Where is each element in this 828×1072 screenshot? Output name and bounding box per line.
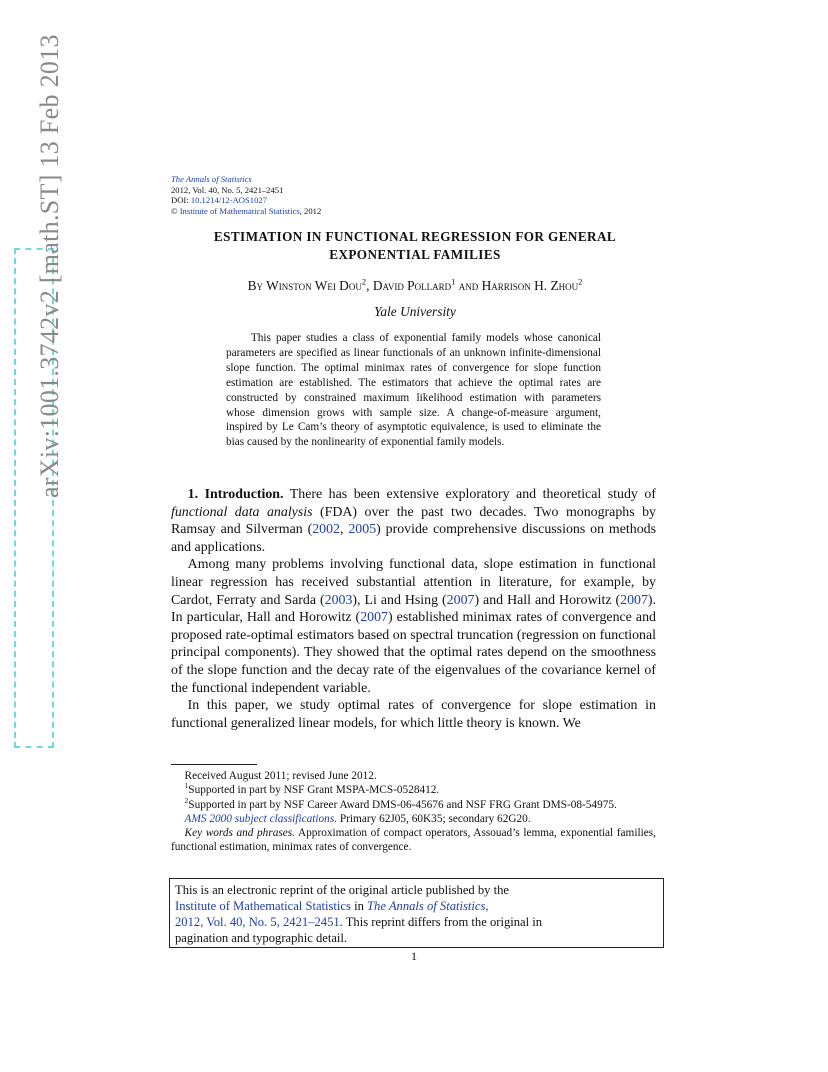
reprint-rest: . This reprint differs from the original in xyxy=(339,915,543,929)
footnote-rule xyxy=(171,764,257,765)
author-pollard-note: 1 xyxy=(451,276,456,287)
ams-classification-text: Primary 62J05, 60K35; secondary 62G20. xyxy=(337,812,531,825)
author-dou: Winston Wei Dou xyxy=(266,278,362,293)
doi-link[interactable]: 10.1214/12-AOS1027 xyxy=(190,195,267,206)
citation-link[interactable]: 2007 xyxy=(360,610,388,626)
reprint-line-3 xyxy=(175,914,658,930)
author-list xyxy=(150,278,680,294)
arxiv-stamp: arXiv:1001.3742v2 [math.ST] 13 Feb 2013 xyxy=(35,34,64,498)
p2-text-e: ) established minimax rates of convergence and proposed rate-optimal estimators based on spectral truncation (regression on functional principal components). They showed that the optimal rates depend on the smoothness of the slope function and the decay rate of the eigenvalues of the covariance kernel of the functional independent variable. xyxy=(171,610,656,696)
footnote-2-text: Supported in part by NSF Career Award DMS-06-45676 and NSF FRG Grant DMS-08-54975. xyxy=(188,798,617,811)
journal-title-link[interactable]: The Annals of Statistics xyxy=(171,174,252,184)
paragraph-2 xyxy=(171,556,656,697)
author-separator: , xyxy=(366,278,373,293)
page-number: 1 xyxy=(411,949,417,963)
p1-emphasis: functional data analysis xyxy=(171,504,313,520)
by-label: By xyxy=(247,278,267,293)
footnote-1 xyxy=(171,783,656,797)
author-zhou: Harrison H. Zhou xyxy=(481,278,579,293)
footnote-1-mark: 1 xyxy=(184,781,189,791)
p2-text-a: Among many problems involving functional data, slope estimation in functional linear regression has received substantial attention in literature, for example, by Cardot, Ferraty and Sarda ( xyxy=(171,557,656,608)
citation-link[interactable]: 2002 xyxy=(312,522,340,538)
p1-text-c: ) provide comprehensive discussions on methods and applications. xyxy=(171,522,656,555)
keywords xyxy=(171,826,656,855)
footnotes xyxy=(171,769,656,855)
author-dou-note: 2 xyxy=(361,276,367,287)
p1-text-a: There has been extensive exploratory and theoretical study of xyxy=(283,487,656,502)
reprint-journal-link[interactable]: The Annals of Statistics xyxy=(367,899,486,913)
keywords-label: Key words and phrases. xyxy=(184,827,296,840)
citation-link[interactable]: 2007 xyxy=(620,592,648,608)
author-pollard: David Pollard xyxy=(372,278,452,293)
reprint-in: in xyxy=(350,899,368,913)
author-and: and xyxy=(455,278,482,293)
copyright-symbol: © xyxy=(171,205,178,216)
reprint-volume-link[interactable]: 2012, Vol. 40, No. 5, 2421–2451 xyxy=(175,915,340,929)
author-zhou-note: 2 xyxy=(578,276,583,287)
body-text xyxy=(171,486,656,732)
reprint-line-2 xyxy=(175,898,658,914)
affiliation: Yale University xyxy=(374,304,456,319)
p2-text-b: ), Li and Hsing ( xyxy=(352,592,447,608)
keywords-text: Approximation of compact operators, Assouad’s lemma, exponential families, functional estimation, minimax rates of convergence. xyxy=(171,827,656,854)
received-note: Received August 2011; revised June 2012. xyxy=(184,770,377,782)
title-line-2: EXPONENTIAL FAMILIES xyxy=(329,247,501,262)
volume-line: 2012, Vol. 40, No. 5, 2421–2451 xyxy=(171,184,284,195)
journal-header xyxy=(171,174,321,216)
p2-text-d: ). In particular, Hall and Horowitz ( xyxy=(171,592,657,626)
reprint-comma: , xyxy=(485,899,489,913)
reprint-ims-link[interactable]: Institute of Mathematical Statistics xyxy=(175,899,351,913)
citation-link[interactable]: 2003 xyxy=(324,592,353,608)
reprint-line-1: This is an electronic reprint of the original article published by the xyxy=(175,883,509,897)
citation-link[interactable]: 2007 xyxy=(446,592,475,608)
p1-text-b: (FDA) over the past two decades. Two monographs by Ramsay and Silverman ( xyxy=(171,504,656,538)
p1-sep: , xyxy=(339,522,349,538)
ams-classification xyxy=(171,812,656,826)
citation-link[interactable]: 2005 xyxy=(348,522,377,538)
abstract xyxy=(226,331,601,450)
title-line-1: ESTIMATION IN FUNCTIONAL REGRESSION FOR GENERAL xyxy=(213,229,617,244)
ams-classification-link[interactable]: AMS 2000 subject classifications. xyxy=(184,812,338,825)
abstract-text: This paper studies a class of exponential family models whose canonical parameters are specified as linear functionals of an unknown infinite-dimensional slope function. The optimal minimax rates of convergence for slope function estimation are established. The estimators that achieve the optimal rates are constructed by constrained maximum likelihood estimation with parameters whose dimension grows with sample size. A change-of-measure argument, inspired by Le Cam’s theory of asymptotic equivalence, is used to eliminate the bias caused by the nonlinearity of exponential family models. xyxy=(226,332,601,449)
doi-label: DOI: xyxy=(171,195,191,206)
paragraph-1 xyxy=(171,486,656,556)
section-heading: 1. Introduction. xyxy=(187,487,284,502)
paragraph-3: In this paper, we study optimal rates of convergence for slope estimation in functional generalized linear models, for which little theory is known. We xyxy=(171,698,656,731)
reprint-line-4: pagination and typographic detail. xyxy=(175,931,348,945)
footnote-2 xyxy=(171,795,656,812)
reprint-notice xyxy=(169,878,664,948)
ims-link[interactable]: Institute of Mathematical Statistics xyxy=(179,205,300,216)
copyright-year: , 2012 xyxy=(299,205,322,216)
paper-title xyxy=(150,228,680,264)
p2-text-c: ) and Hall and Horowitz ( xyxy=(474,592,621,608)
footnote-1-text: Supported in part by NSF Grant MSPA-MCS-0528412. xyxy=(188,784,440,797)
footnote-2-mark: 2 xyxy=(184,795,189,805)
